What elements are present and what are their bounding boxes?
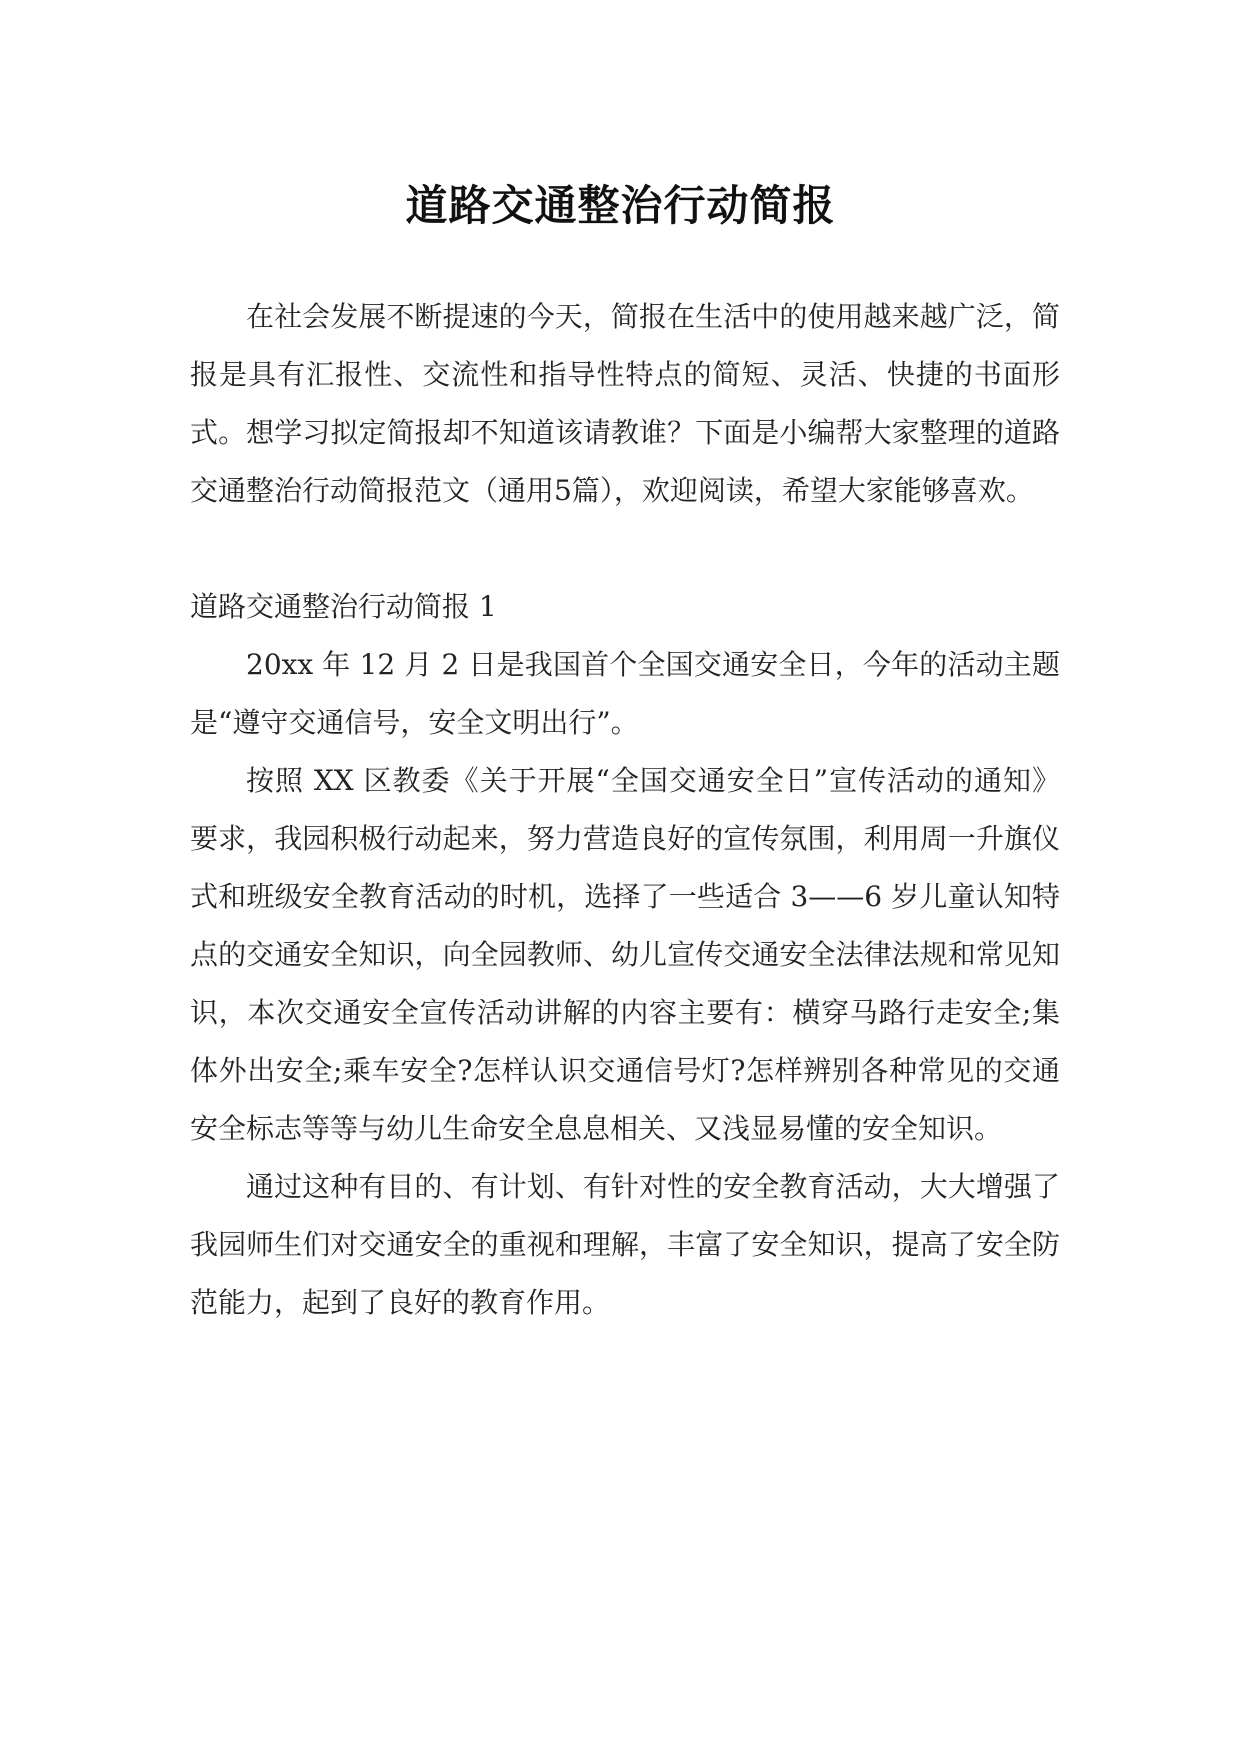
body-paragraph-3: 通过这种有目的、有计划、有针对性的安全教育活动，大大增强了我园师生们对交通安全的重视和理解，丰富了安全知识，提高了安全防范能力，起到了良好的教育作用。 — [190, 1170, 1060, 1319]
document-body — [190, 288, 1060, 1332]
document-title: 道路交通整治行动简报 — [405, 181, 836, 231]
body-paragraph-2: 按照 XX 区教委《关于开展“全国交通安全日”宣传活动的通知》要求，我园积极行动起来，努力营造良好的宣传氛围，利用周一升旗仪式和班级安全教育活动的时机，选择了一些适合 3——6 岁儿童认知特点的交通安全知识，向全园教师、幼儿宣传交通安全法律法规和常见知识，本次交通安全宣传活动讲解的内容主要有：横穿马路行走安全;集体外出安全;乘车安全?怎样认识交通信号灯?怎样辨别各种常见的交通安全标志等等与幼儿生命安全息息相关、又浅显易懂的安全知识。 — [190, 764, 1060, 1145]
body-paragraph-1: 20xx 年 12 月 2 日是我国首个全国交通安全日，今年的活动主题是“遵守交通信号，安全文明出行”。 — [190, 648, 1060, 739]
section-heading: 道路交通整治行动简报 1 — [190, 590, 497, 623]
intro-paragraph: 在社会发展不断提速的今天，简报在生活中的使用越来越广泛，简报是具有汇报性、交流性和指导性特点的简短、灵活、快捷的书面形式。想学习拟定简报却不知道该请教谁？下面是小编帮大家整理的道路交通整治行动简报范文（通用5篇），欢迎阅读，希望大家能够喜欢。 — [190, 300, 1060, 507]
